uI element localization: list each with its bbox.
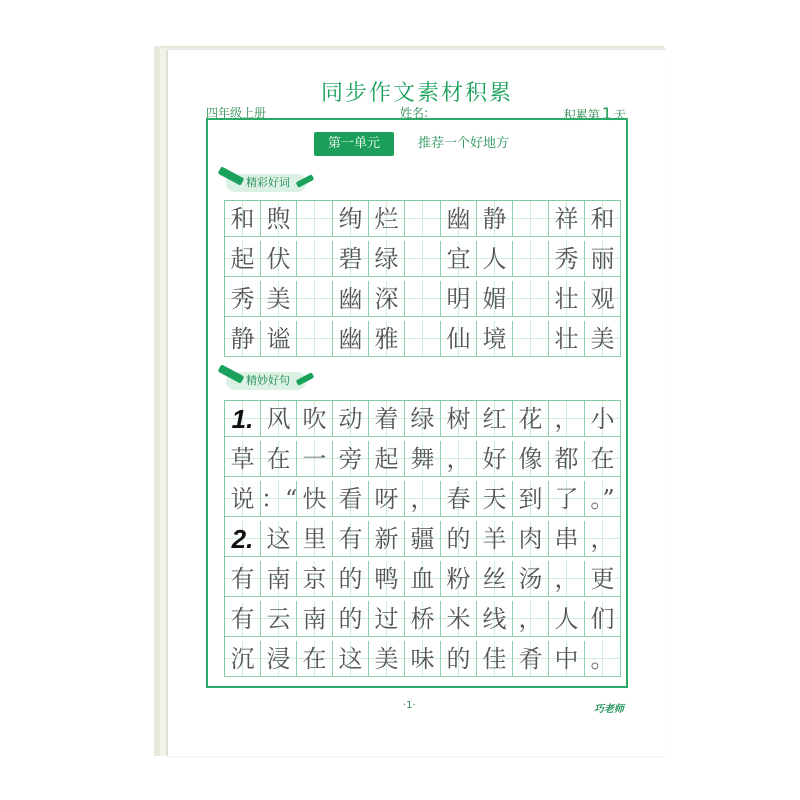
- word-cell: 境: [477, 321, 513, 357]
- day-number: 1: [601, 104, 612, 123]
- sentence-cell: 旁: [333, 441, 369, 477]
- words-banner: [226, 174, 306, 192]
- sentence-cell: 云: [261, 601, 297, 637]
- word-cell: [297, 281, 333, 317]
- word-cell: 绚: [333, 201, 369, 237]
- sentence-cell: 南: [297, 601, 333, 637]
- sentence-cell: 1.: [225, 401, 261, 437]
- word-cell: [405, 321, 441, 357]
- day-suffix: 天: [613, 108, 626, 122]
- sentence-cell: 羊: [477, 521, 513, 557]
- sentence-cell: ，: [405, 481, 441, 517]
- word-cell: 和: [585, 201, 621, 237]
- sentence-cell: 春: [441, 481, 477, 517]
- sentence-cell: 了: [549, 481, 585, 517]
- sentence-cell: 血: [405, 561, 441, 597]
- word-cell: 起: [225, 241, 261, 277]
- word-cell: 幽: [333, 321, 369, 357]
- sentence-cell: 串: [549, 521, 585, 557]
- sentence-cell: 树: [441, 401, 477, 437]
- sentence-cell: 花: [513, 401, 549, 437]
- word-cell: 壮: [549, 281, 585, 317]
- word-cell: 幽: [441, 201, 477, 237]
- words-banner-label: 精彩好词: [246, 176, 290, 189]
- sentence-cell: 动: [333, 401, 369, 437]
- unit-topic: 推荐一个好地方: [418, 136, 510, 151]
- word-cell: 丽: [585, 241, 621, 277]
- sentence-cell: 桥: [405, 601, 441, 637]
- unit-badge: 第一单元: [314, 132, 394, 156]
- sentence-cell: 沉: [225, 641, 261, 677]
- word-cell: 人: [477, 241, 513, 277]
- sentence-cell: 都: [549, 441, 585, 477]
- name-label: 姓名:: [400, 106, 429, 120]
- sentence-cell: ，: [585, 521, 621, 557]
- sentence-cell: 米: [441, 601, 477, 637]
- sentence-cell: 的: [441, 641, 477, 677]
- word-cell: [297, 201, 333, 237]
- word-cell: 壮: [549, 321, 585, 357]
- sentence-cell: 的: [441, 521, 477, 557]
- sentence-cell: 新: [369, 521, 405, 557]
- sentences-grid: [224, 400, 621, 677]
- sentence-cell: 中: [549, 641, 585, 677]
- sentence-cell: 疆: [405, 521, 441, 557]
- sentence-cell: 小: [585, 401, 621, 437]
- sentence-cell: ，: [513, 601, 549, 637]
- grade-label: 四年级上册: [206, 106, 267, 120]
- sentence-cell: 里: [297, 521, 333, 557]
- sentence-cell: 到: [513, 481, 549, 517]
- sentence-cell: ，: [441, 441, 477, 477]
- sentences-banner-label: 精妙好句: [246, 374, 290, 387]
- word-cell: 媚: [477, 281, 513, 317]
- word-cell: [513, 201, 549, 237]
- sentence-cell: 肉: [513, 521, 549, 557]
- word-cell: 祥: [549, 201, 585, 237]
- word-cell: 雅: [369, 321, 405, 357]
- word-cell: 明: [441, 281, 477, 317]
- word-cell: 美: [585, 321, 621, 357]
- sentence-cell: 快: [297, 481, 333, 517]
- words-grid: [224, 200, 621, 357]
- sentence-cell: 看: [333, 481, 369, 517]
- sentence-cell: 有: [225, 601, 261, 637]
- sentence-cell: 在: [297, 641, 333, 677]
- word-cell: 宜: [441, 241, 477, 277]
- sentence-cell: ，: [549, 401, 585, 437]
- word-cell: 秀: [225, 281, 261, 317]
- sentence-cell: 这: [333, 641, 369, 677]
- word-cell: [297, 321, 333, 357]
- word-cell: 仙: [441, 321, 477, 357]
- sentence-cell: 人: [549, 601, 585, 637]
- sentence-cell: 起: [369, 441, 405, 477]
- sentence-cell: 的: [333, 601, 369, 637]
- word-cell: 烂: [369, 201, 405, 237]
- sentence-cell: 绿: [405, 401, 441, 437]
- word-cell: [297, 241, 333, 277]
- sentence-cell: 好: [477, 441, 513, 477]
- word-cell: 深: [369, 281, 405, 317]
- sentence-cell: 南: [261, 561, 297, 597]
- sentence-cell: 一: [297, 441, 333, 477]
- word-cell: [513, 321, 549, 357]
- day-prefix: 积累第: [563, 108, 600, 122]
- word-cell: 和: [225, 201, 261, 237]
- sentence-cell: 呀: [369, 481, 405, 517]
- word-cell: [513, 241, 549, 277]
- sentence-cell: 有: [225, 561, 261, 597]
- word-cell: 伏: [261, 241, 297, 277]
- sentence-cell: 佳: [477, 641, 513, 677]
- sentence-cell: 这: [261, 521, 297, 557]
- sentence-cell: 浸: [261, 641, 297, 677]
- sentence-cell: 味: [405, 641, 441, 677]
- sentence-cell: 鸭: [369, 561, 405, 597]
- sentence-cell: ：“: [261, 481, 297, 517]
- sentence-cell: 像: [513, 441, 549, 477]
- sentence-cell: 吹: [297, 401, 333, 437]
- sentence-cell: 肴: [513, 641, 549, 677]
- sentence-cell: 粉: [441, 561, 477, 597]
- sentence-cell: 更: [585, 561, 621, 597]
- word-cell: 静: [225, 321, 261, 357]
- word-cell: 绿: [369, 241, 405, 277]
- word-cell: 谧: [261, 321, 297, 357]
- sentence-cell: 在: [261, 441, 297, 477]
- word-cell: 幽: [333, 281, 369, 317]
- word-cell: 煦: [261, 201, 297, 237]
- sentence-cell: 丝: [477, 561, 513, 597]
- word-cell: 观: [585, 281, 621, 317]
- word-cell: 秀: [549, 241, 585, 277]
- sentence-cell: ，: [549, 561, 585, 597]
- word-cell: [405, 241, 441, 277]
- word-cell: 碧: [333, 241, 369, 277]
- brand-mark: 巧老师: [594, 704, 624, 715]
- sentence-cell: 红: [477, 401, 513, 437]
- sentence-cell: 舞: [405, 441, 441, 477]
- sentence-cell: 风: [261, 401, 297, 437]
- word-cell: [513, 281, 549, 317]
- sentence-cell: 的: [333, 561, 369, 597]
- sentence-cell: 2.: [225, 521, 261, 557]
- page-number: ·1·: [403, 700, 416, 711]
- word-cell: 美: [261, 281, 297, 317]
- sentence-cell: 有: [333, 521, 369, 557]
- sentence-cell: 。: [585, 641, 621, 677]
- word-cell: [405, 201, 441, 237]
- sentence-cell: 们: [585, 601, 621, 637]
- sentence-cell: 美: [369, 641, 405, 677]
- page-title: 同步作文素材积累: [320, 81, 513, 106]
- sentences-banner: [226, 372, 306, 390]
- sentence-cell: 天: [477, 481, 513, 517]
- sentence-cell: 线: [477, 601, 513, 637]
- sentence-cell: 汤: [513, 561, 549, 597]
- sentence-cell: 。”: [585, 481, 621, 517]
- sentence-cell: 京: [297, 561, 333, 597]
- sentence-cell: 过: [369, 601, 405, 637]
- sentence-cell: 草: [225, 441, 261, 477]
- word-cell: 静: [477, 201, 513, 237]
- sentence-cell: 在: [585, 441, 621, 477]
- word-cell: [405, 281, 441, 317]
- sentence-cell: 说: [225, 481, 261, 517]
- sentence-cell: 着: [369, 401, 405, 437]
- worksheet-page: [168, 50, 666, 756]
